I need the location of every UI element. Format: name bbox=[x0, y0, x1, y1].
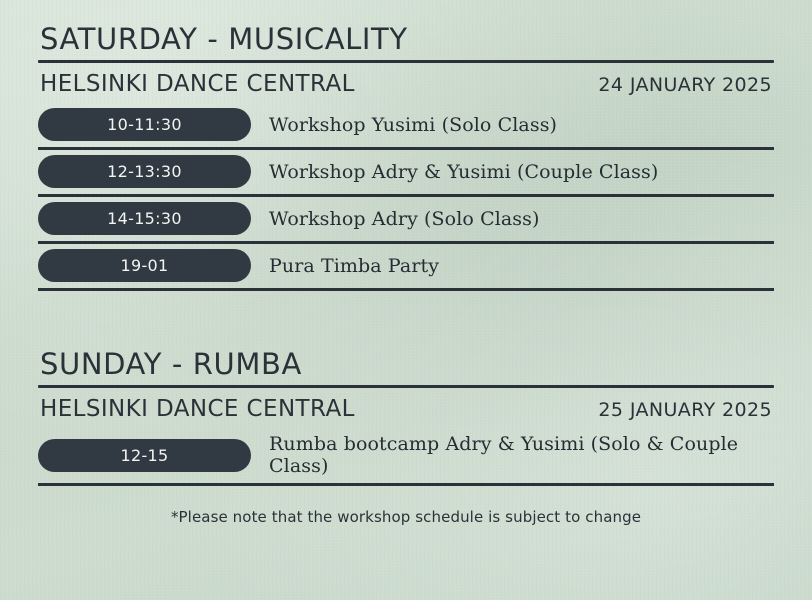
venue-row-saturday bbox=[38, 63, 774, 101]
time-badge: 12-13:30 bbox=[38, 155, 251, 188]
time-badge: 10-11:30 bbox=[38, 108, 251, 141]
day-title-saturday: SATURDAY - MUSICALITY bbox=[40, 22, 408, 56]
schedule-item-label: Workshop Yusimi (Solo Class) bbox=[269, 113, 558, 136]
schedule-item-label: Pura Timba Party bbox=[269, 254, 440, 277]
schedule-change-note: *Please note that the workshop schedule is subject to change bbox=[170, 508, 642, 526]
schedule-item-label: Workshop Adry (Solo Class) bbox=[269, 207, 540, 230]
schedule-item bbox=[38, 150, 774, 194]
venue-name-saturday: HELSINKI DANCE CENTRAL bbox=[40, 71, 355, 97]
time-badge: 19-01 bbox=[38, 249, 251, 282]
schedule-item bbox=[38, 428, 774, 483]
schedule-item bbox=[38, 103, 774, 147]
day-title-sunday: SUNDAY - RUMBA bbox=[40, 347, 302, 381]
schedule-item-label: Workshop Adry & Yusimi (Couple Class) bbox=[269, 160, 659, 183]
event-date-sunday: 25 JANUARY 2025 bbox=[598, 399, 772, 421]
schedule-item bbox=[38, 244, 774, 288]
schedule-list-sunday bbox=[38, 428, 774, 486]
divider bbox=[38, 483, 774, 486]
schedule-section-saturday bbox=[38, 22, 774, 291]
schedule-item-label: Rumba bootcamp Adry & Yusimi (Solo & Couple Class) bbox=[269, 433, 739, 477]
schedule-list-saturday bbox=[38, 103, 774, 291]
section-spacer bbox=[38, 291, 774, 347]
time-badge: 12-15 bbox=[38, 439, 251, 472]
time-badge: 14-15:30 bbox=[38, 202, 251, 235]
schedule-section-sunday bbox=[38, 347, 774, 486]
event-date-saturday: 24 JANUARY 2025 bbox=[598, 74, 772, 96]
venue-name-sunday: HELSINKI DANCE CENTRAL bbox=[40, 396, 355, 422]
venue-row-sunday bbox=[38, 388, 774, 426]
schedule-item bbox=[38, 197, 774, 241]
